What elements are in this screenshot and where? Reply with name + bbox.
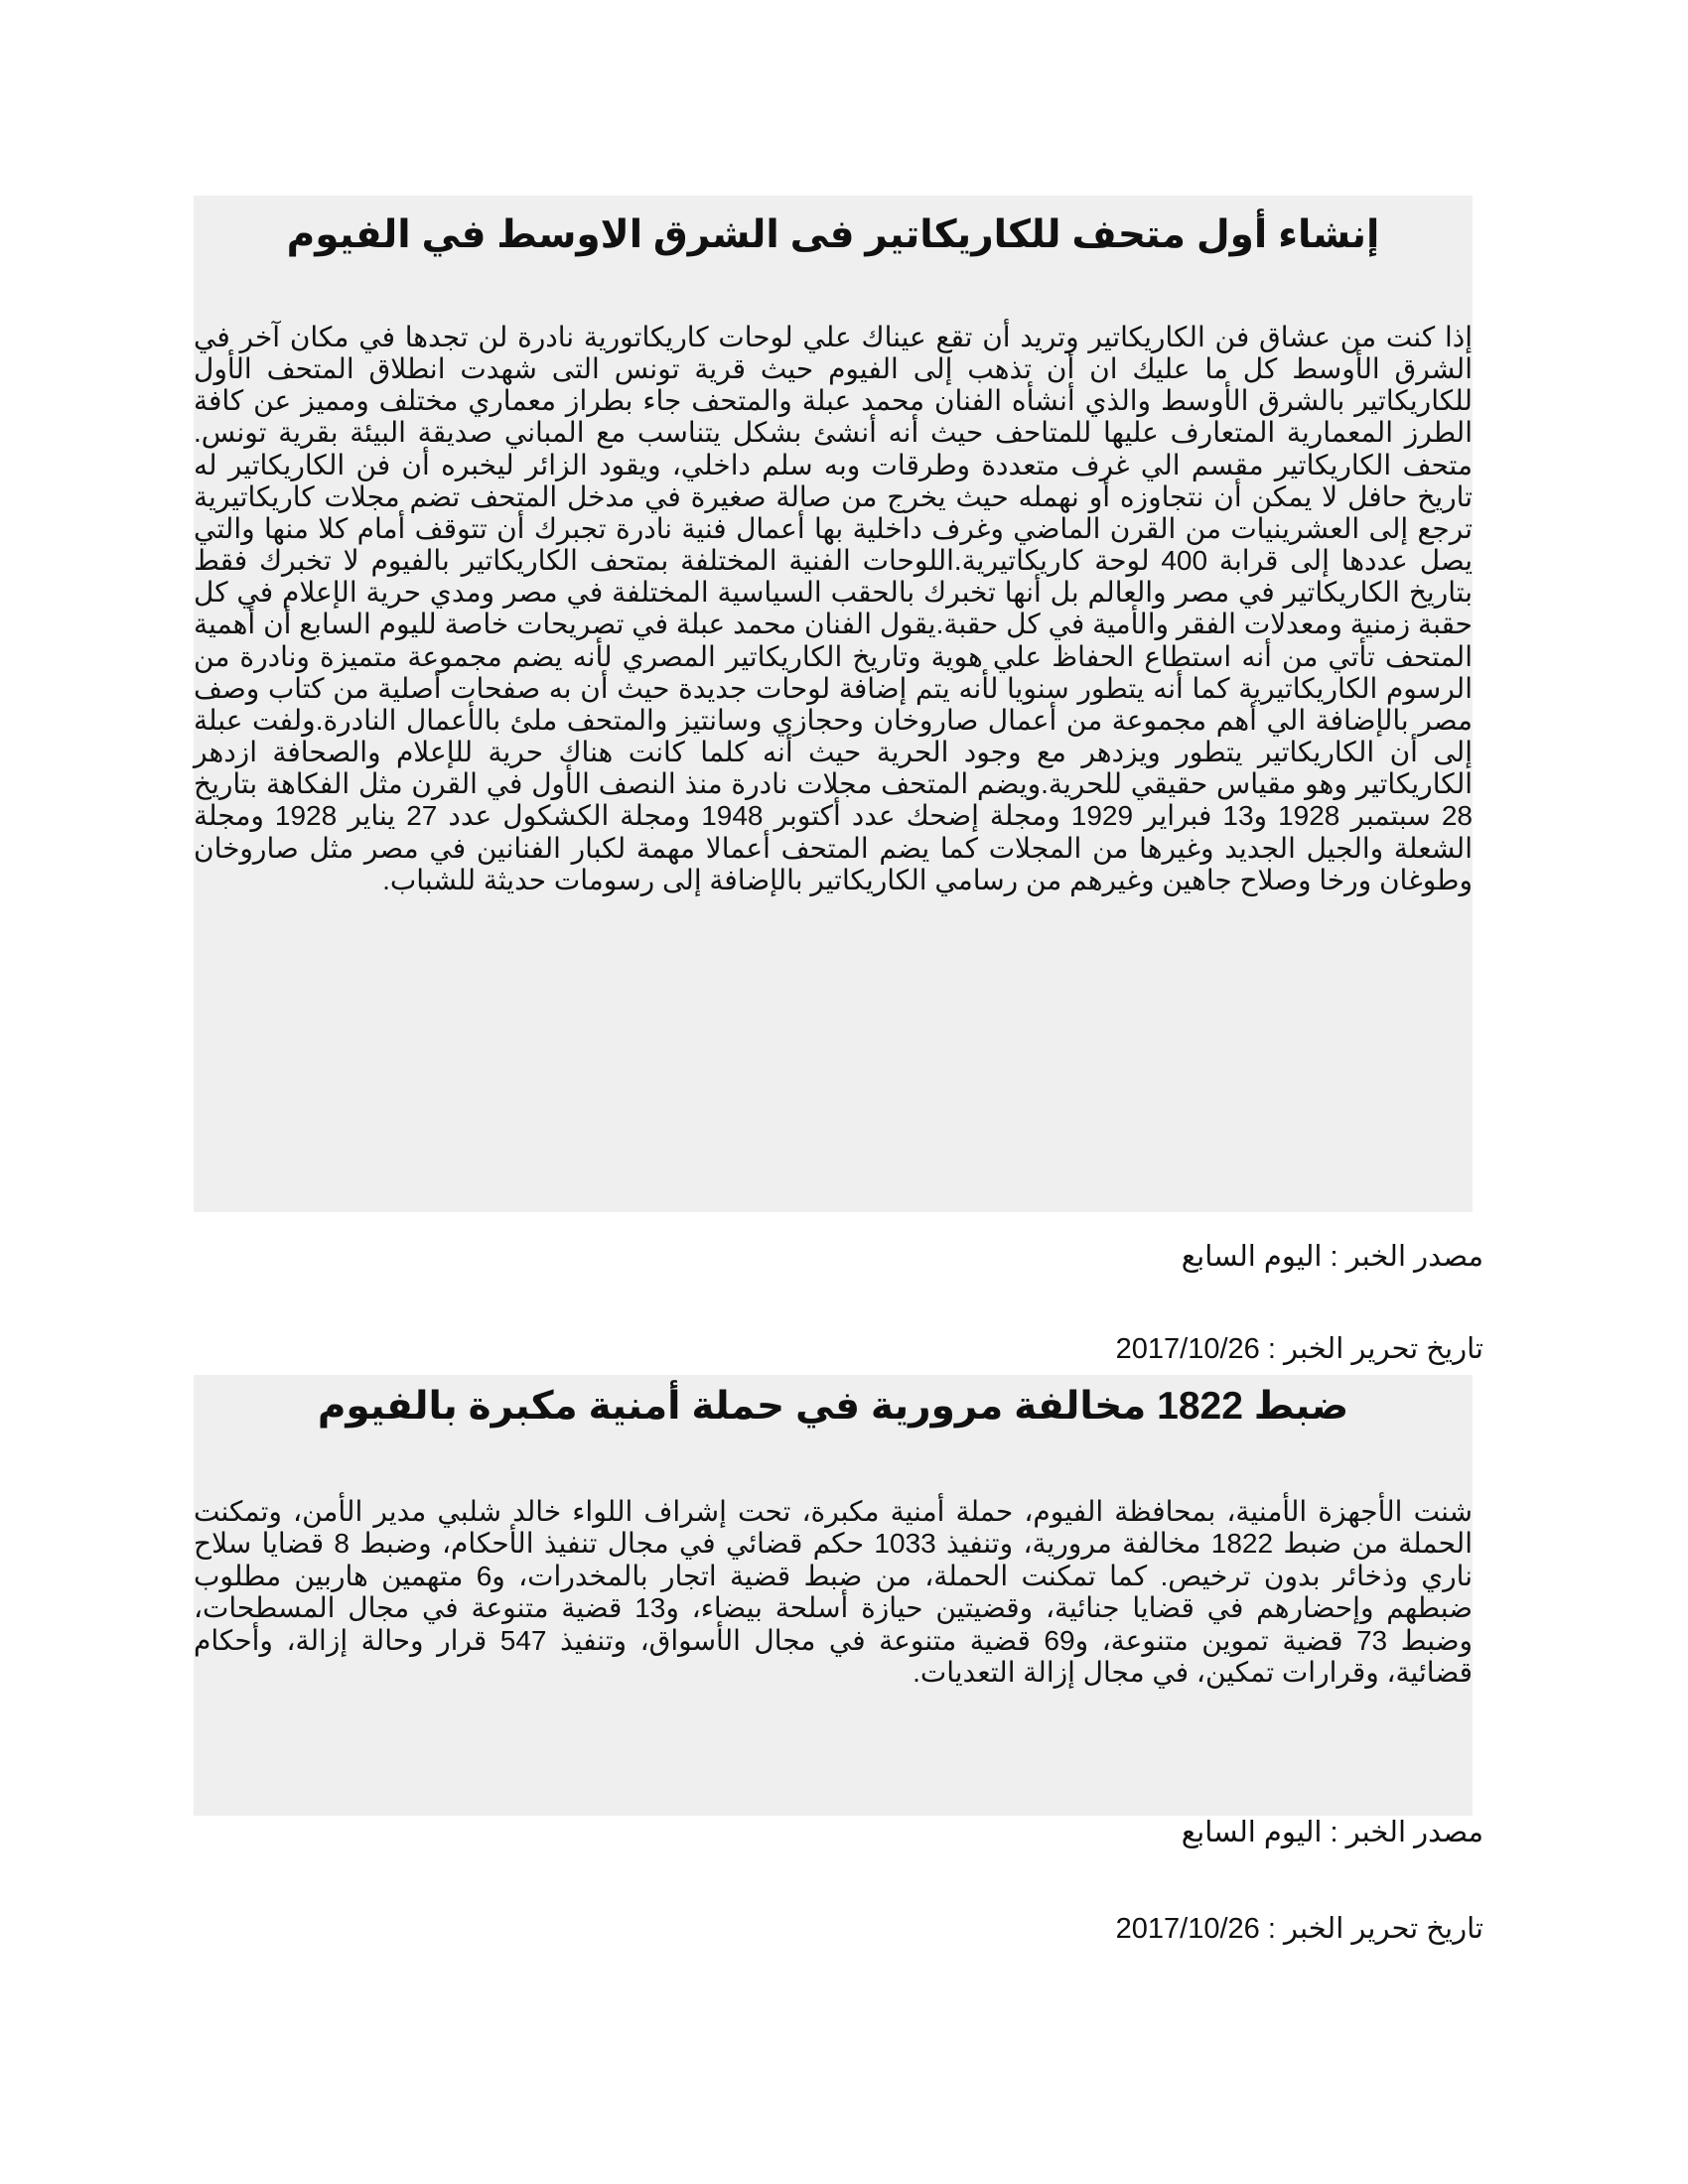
article-source: مصدر الخبر : اليوم السابع (1181, 1241, 1483, 1273)
article-source: مصدر الخبر : اليوم السابع (1181, 1817, 1483, 1848)
article-traffic-campaign (194, 1375, 1473, 1816)
article-museum (194, 196, 1473, 1212)
article-date: تاريخ تحرير الخبر : 2017/10/26 (1115, 1333, 1483, 1365)
article-body: شنت الأجهزة الأمنية، بمحافظة الفيوم، حملة أمنية مكبرة، تحت إشراف اللواء خالد شلبي مدير الأمن، وتمكنت الحملة من ضبط 1822 مخالفة مرورية، وتنفيذ 1033 حكم قضائي في مجال تنفيذ الأحكام، وضبط 8 قضايا سلاح ناري وذخائر بدون ترخيص. كما تمكنت الحملة، من ضبط قضية اتجار بالمخدرات، و6 متهمين هاربين مطلوب ضبطهم وإحضارهم في قضايا جنائية، وقضيتين حيازة أسلحة بيضاء، و13 قضية متنوعة في مجال المسطحات، وضبط 73 قضية تموين متنوعة، و69 قضية متنوعة في مجال الأسواق، وتنفيذ 547 قرار وحالة إزالة، وأحكام قضائية، وقرارات تمكين، في مجال إزالة التعديات. (194, 1496, 1473, 1689)
article-headline: ضبط 1822 مخالفة مرورية في حملة أمنية مكبرة بالفيوم (317, 1385, 1349, 1428)
article-headline: إنشاء أول متحف للكاريكاتير فى الشرق الاوسط في الفيوم (286, 213, 1380, 256)
article-date: تاريخ تحرير الخبر : 2017/10/26 (1115, 1913, 1483, 1945)
article-body: إذا كنت من عشاق فن الكاريكاتير وتريد أن تقع عيناك علي لوحات كاريكاتورية نادرة لن تجدها في مكان آخر في الشرق الأوسط كل ما عليك ان أن تذهب إلى الفيوم حيث قرية تونس التى شهدت انطلاق المتحف الأول للكاريكاتير بالشرق الأوسط والذي أنشأه الفنان محمد عبلة والمتحف جاء بطراز معماري مختلف ومميز عن كافة الطرز المعمارية المتعارف عليها للمتاحف حيث أنه أنشئ بشكل يتناسب مع المباني صديقة البيئة بقرية تونس. متحف الكاريكاتير مقسم الي غرف متعددة وطرقات وبه سلم داخلي، ويقود الزائر ليخبره أن فن الكاريكاتير له تاريخ حافل لا يمكن أن نتجاوزه أو نهمله حيث يخرج من صالة صغيرة في مدخل المتحف تضم مجلات كاريكاتيرية ترجع إلى العشرينيات من القرن الماضي وغرف داخلية بها أعمال فنية نادرة تجبرك أن تتوقف أمام كلا منها والتي يصل عددها إلى قرابة 400 لوحة كاريكاتيرية.اللوحات الفنية المختلفة بمتحف الكاريكاتير بالفيوم لا تخبرك فقط بتاريخ الكاريكاتير في مصر والعالم بل أنها تخبرك بالحقب السياسية المختلفة في مصر ومدي حرية الإعلام في كل حقبة زمنية ومعدلات الفقر والأمية في كل حقبة.يقول الفنان محمد عبلة في تصريحات خاصة لليوم السابع أن أهمية المتحف تأتي من أنه استطاع الحفاظ علي هوية وتاريخ الكاريكاتير المصري لأنه يضم مجموعة متميزة ونادرة من الرسوم الكاريكاتيرية كما أنه يتطور سنويا لأنه يتم إضافة لوحات جديدة حيث أن به صفحات أصلية من كتاب وصف مصر بالإضافة الي أهم مجموعة من أعمال صاروخان وحجازي وسانتيز والمتحف ملئ بالأعمال النادرة.ولفت عبلة إلى أن الكاريكاتير يتطور ويزدهر مع وجود الحرية حيث أنه كلما كانت هناك حرية للإعلام والصحافة ازدهر الكاريكاتير وهو مقياس حقيقي للحرية.ويضم المتحف مجلات نادرة منذ النصف الأول في القرن مثل الفكاهة بتاريخ 28 سبتمبر 1928 و13 فبراير 1929 ومجلة إضحك عدد أكتوبر 1948 ومجلة الكشكول عدد 27 يناير 1928 ومجلة الشعلة والجيل الجديد وغيرها من المجلات كما يضم المتحف أعمالا مهمة لكبار الفنانين في مصر مثل صاروخان وطوغان ورخا وصلاح جاهين وغيرهم من رسامي الكاريكاتير بالإضافة إلى رسومات حديثة للشباب. (194, 322, 1473, 895)
